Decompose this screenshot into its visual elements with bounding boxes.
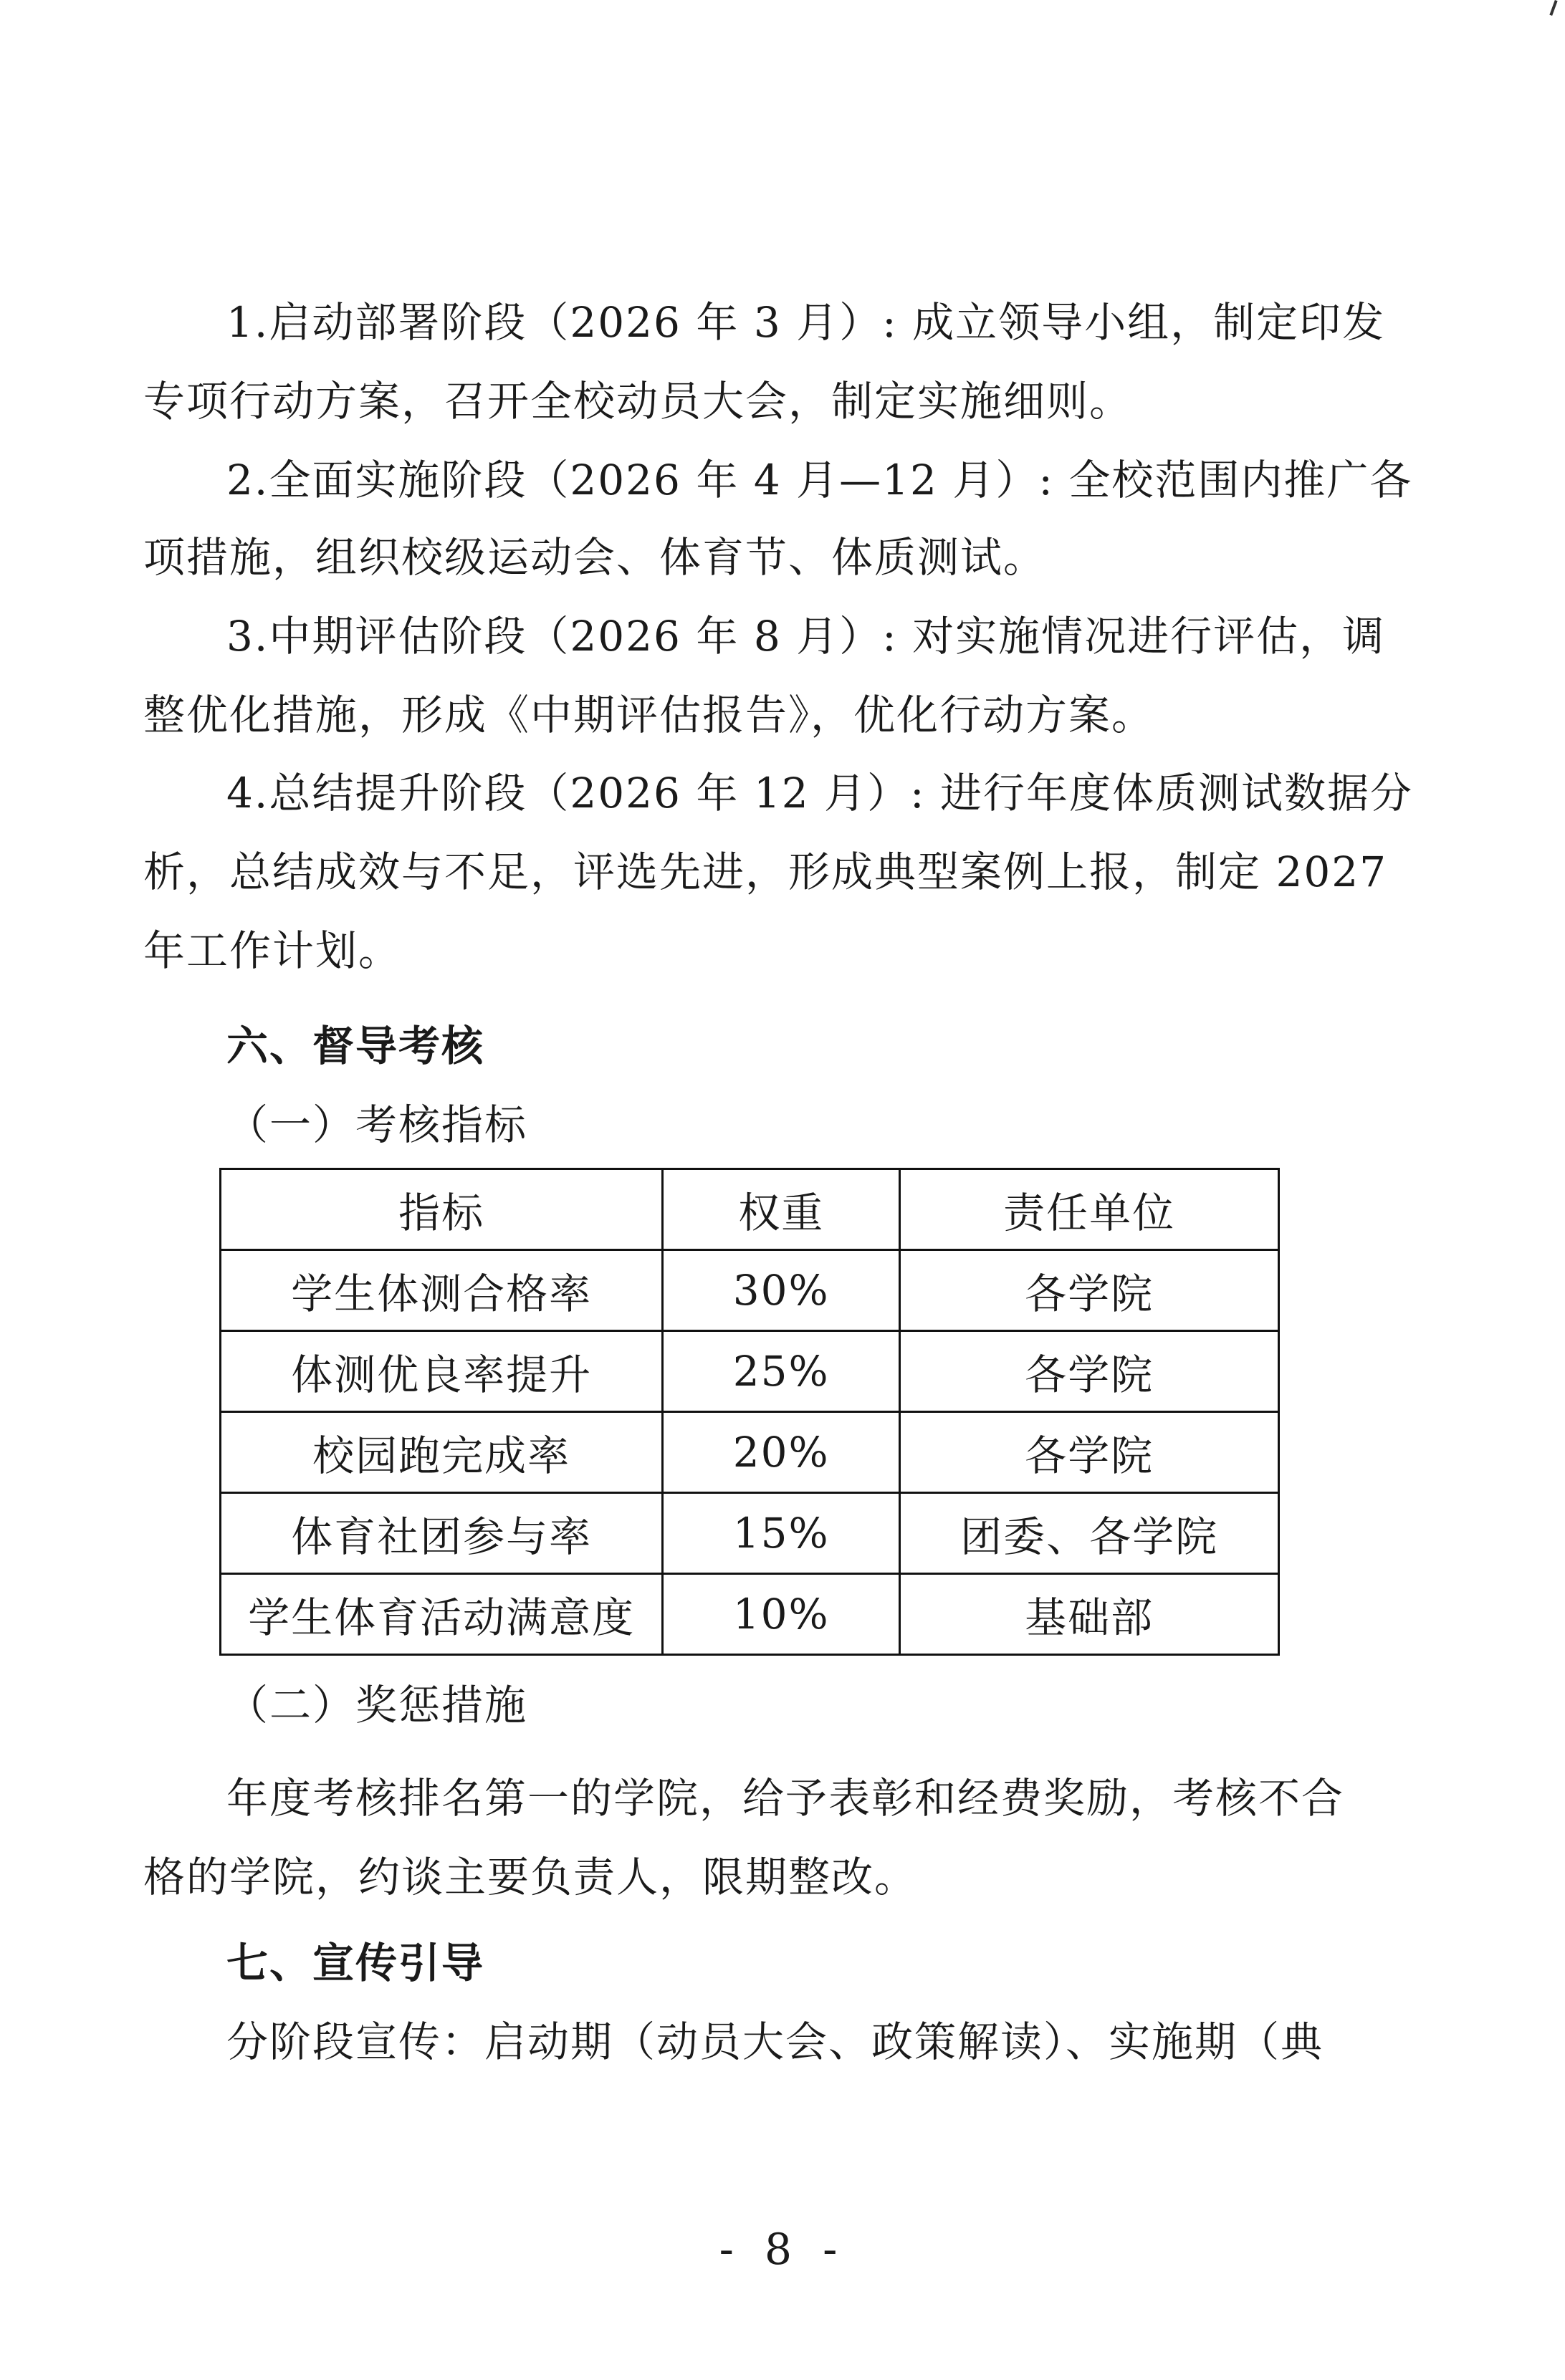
stage-4-line-3: 年工作计划。 (143, 926, 402, 975)
table-cell: 体测优良率提升 (221, 1331, 663, 1412)
table-row (221, 1331, 1279, 1412)
table-cell: 体育社团参与率 (221, 1493, 663, 1574)
stage-1-line-2: 专项行动方案，召开全校动员大会，制定实施细则。 (143, 377, 1133, 426)
reward-line-1: 年度考核排名第一的学院，给予表彰和经费奖励，考核不合 (226, 1774, 1345, 1823)
assessment-table (219, 1168, 1280, 1656)
table-cell: 10% (663, 1574, 900, 1655)
table-cell: 30% (663, 1250, 900, 1331)
table-row (221, 1574, 1279, 1655)
stage-3-line-2: 整优化措施，形成《中期评估报告》，优化行动方案。 (143, 691, 1155, 739)
table-header-row (221, 1169, 1279, 1250)
reward-line-2: 格的学院，约谈主要负责人，限期整改。 (143, 1853, 918, 1901)
section-7-heading: 七、宣传引导 (226, 1939, 485, 1987)
section-6-sub-2: （二）奖惩措施 (226, 1681, 528, 1729)
stage-2-line-1: 2.全面实施阶段（2026 年 4 月—12 月）: 全校范围内推广各 (226, 456, 1413, 504)
stage-4-line-2: 析，总结成效与不足，评选先进，形成典型案例上报，制定 2027 (143, 848, 1388, 896)
section-6-sub-1: （一）考核指标 (226, 1100, 528, 1149)
table-header-cell: 责任单位 (900, 1169, 1279, 1250)
table-header-cell: 指标 (221, 1169, 663, 1250)
section-6-heading: 六、督导考核 (226, 1022, 485, 1070)
table-row (221, 1493, 1279, 1574)
section-7-line-1: 分阶段宣传：启动期（动员大会、政策解读）、实施期（典 (226, 2017, 1324, 2066)
table-cell: 基础部 (900, 1574, 1279, 1655)
stage-1-line-1: 1.启动部署阶段（2026 年 3 月）: 成立领导小组，制定印发 (226, 298, 1386, 347)
table-cell: 各学院 (900, 1412, 1279, 1493)
page-number: - 8 - (719, 2225, 846, 2275)
table-cell: 25% (663, 1331, 900, 1412)
corner-mark (1549, 0, 1557, 16)
table-cell: 学生体育活动满意度 (221, 1574, 663, 1655)
table-cell: 校园跑完成率 (221, 1412, 663, 1493)
stage-2-line-2: 项措施，组织校级运动会、体育节、体质测试。 (143, 533, 1047, 582)
table-cell: 学生体测合格率 (221, 1250, 663, 1331)
table-cell: 各学院 (900, 1250, 1279, 1331)
table-row (221, 1250, 1279, 1331)
table-cell: 15% (663, 1493, 900, 1574)
stage-3-line-1: 3.中期评估阶段（2026 年 8 月）: 对实施情况进行评估，调 (226, 612, 1386, 661)
table-header-cell: 权重 (663, 1169, 900, 1250)
stage-4-line-1: 4.总结提升阶段（2026 年 12 月）: 进行年度体质测试数据分 (226, 769, 1414, 817)
table-cell: 各学院 (900, 1331, 1279, 1412)
table-row (221, 1412, 1279, 1493)
table-cell: 团委、各学院 (900, 1493, 1279, 1574)
table-cell: 20% (663, 1412, 900, 1493)
